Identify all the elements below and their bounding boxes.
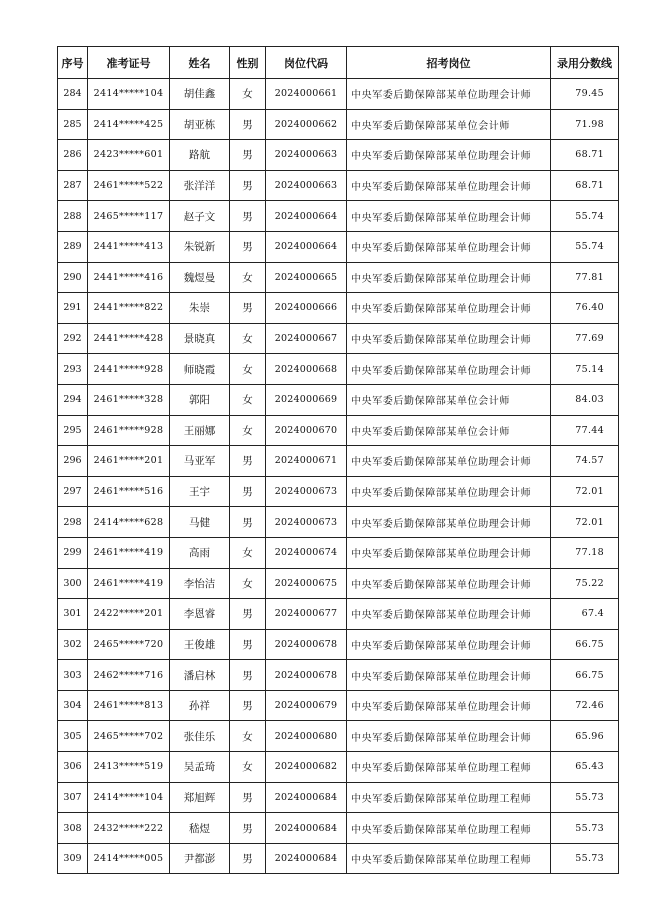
seq-cell: 289 xyxy=(58,231,88,262)
table-row xyxy=(58,231,619,262)
position-title-cell: 中央军委后勤保障部某单位助理工程师 xyxy=(347,843,551,874)
header-code: 岗位代码 xyxy=(266,47,347,79)
position-title-cell: 中央军委后勤保障部某单位助理会计师 xyxy=(347,507,551,538)
gender-cell: 男 xyxy=(230,629,266,660)
position-title-cell: 中央军委后勤保障部某单位助理会计师 xyxy=(347,231,551,262)
seq-cell: 294 xyxy=(58,384,88,415)
score-cell: 55.74 xyxy=(551,231,619,262)
seq-cell: 299 xyxy=(58,537,88,568)
seq-cell: 306 xyxy=(58,752,88,783)
name-cell: 马健 xyxy=(170,507,230,538)
ticket-number-cell: 2461*****328 xyxy=(88,384,170,415)
table-row xyxy=(58,384,619,415)
score-cell: 72.46 xyxy=(551,690,619,721)
name-cell: 尹都澎 xyxy=(170,843,230,874)
position-title-cell: 中央军委后勤保障部某单位助理会计师 xyxy=(347,79,551,110)
score-cell: 79.45 xyxy=(551,79,619,110)
position-code-cell: 2024000684 xyxy=(266,782,347,813)
ticket-number-cell: 2414*****104 xyxy=(88,79,170,110)
name-cell: 李恩睿 xyxy=(170,599,230,630)
header-row xyxy=(58,47,619,79)
header-ticket: 准考证号 xyxy=(88,47,170,79)
ticket-number-cell: 2461*****928 xyxy=(88,415,170,446)
table-row xyxy=(58,813,619,844)
table-row xyxy=(58,476,619,507)
gender-cell: 男 xyxy=(230,446,266,477)
position-title-cell: 中央军委后勤保障部某单位助理会计师 xyxy=(347,660,551,691)
seq-cell: 296 xyxy=(58,446,88,477)
score-cell: 68.71 xyxy=(551,140,619,171)
score-cell: 77.44 xyxy=(551,415,619,446)
ticket-number-cell: 2423*****601 xyxy=(88,140,170,171)
name-cell: 师晓霞 xyxy=(170,354,230,385)
table-row xyxy=(58,629,619,660)
position-code-cell: 2024000664 xyxy=(266,231,347,262)
name-cell: 孙祥 xyxy=(170,690,230,721)
score-cell: 77.69 xyxy=(551,323,619,354)
score-cell: 55.73 xyxy=(551,813,619,844)
position-code-cell: 2024000673 xyxy=(266,476,347,507)
position-title-cell: 中央军委后勤保障部某单位会计师 xyxy=(347,384,551,415)
position-code-cell: 2024000671 xyxy=(266,446,347,477)
score-cell: 55.73 xyxy=(551,782,619,813)
position-title-cell: 中央军委后勤保障部某单位助理会计师 xyxy=(347,446,551,477)
name-cell: 景晓真 xyxy=(170,323,230,354)
ticket-number-cell: 2465*****117 xyxy=(88,201,170,232)
name-cell: 王俊雄 xyxy=(170,629,230,660)
score-cell: 71.98 xyxy=(551,109,619,140)
header-seq: 序号 xyxy=(58,47,88,79)
gender-cell: 女 xyxy=(230,721,266,752)
position-code-cell: 2024000684 xyxy=(266,813,347,844)
position-title-cell: 中央军委后勤保障部某单位会计师 xyxy=(347,109,551,140)
table-body xyxy=(58,79,619,874)
seq-cell: 286 xyxy=(58,140,88,171)
name-cell: 魏煜曼 xyxy=(170,262,230,293)
gender-cell: 男 xyxy=(230,843,266,874)
score-cell: 75.14 xyxy=(551,354,619,385)
position-title-cell: 中央军委后勤保障部某单位会计师 xyxy=(347,415,551,446)
position-code-cell: 2024000670 xyxy=(266,415,347,446)
seq-cell: 303 xyxy=(58,660,88,691)
table-row xyxy=(58,354,619,385)
gender-cell: 女 xyxy=(230,568,266,599)
name-cell: 王宇 xyxy=(170,476,230,507)
ticket-number-cell: 2441*****413 xyxy=(88,231,170,262)
name-cell: 郑旭辉 xyxy=(170,782,230,813)
gender-cell: 男 xyxy=(230,813,266,844)
gender-cell: 女 xyxy=(230,354,266,385)
position-code-cell: 2024000667 xyxy=(266,323,347,354)
table-row xyxy=(58,537,619,568)
table-row xyxy=(58,415,619,446)
position-title-cell: 中央军委后勤保障部某单位助理会计师 xyxy=(347,323,551,354)
position-title-cell: 中央军委后勤保障部某单位助理会计师 xyxy=(347,629,551,660)
seq-cell: 285 xyxy=(58,109,88,140)
seq-cell: 304 xyxy=(58,690,88,721)
gender-cell: 男 xyxy=(230,293,266,324)
name-cell: 马亚军 xyxy=(170,446,230,477)
position-title-cell: 中央军委后勤保障部某单位助理会计师 xyxy=(347,140,551,171)
score-cell: 65.96 xyxy=(551,721,619,752)
name-cell: 嵇煜 xyxy=(170,813,230,844)
table-row xyxy=(58,843,619,874)
admission-table xyxy=(57,46,619,874)
ticket-number-cell: 2441*****822 xyxy=(88,293,170,324)
position-code-cell: 2024000669 xyxy=(266,384,347,415)
score-cell: 75.22 xyxy=(551,568,619,599)
table-row xyxy=(58,660,619,691)
ticket-number-cell: 2414*****425 xyxy=(88,109,170,140)
position-title-cell: 中央军委后勤保障部某单位助理会计师 xyxy=(347,476,551,507)
seq-cell: 287 xyxy=(58,170,88,201)
table-row xyxy=(58,201,619,232)
gender-cell: 男 xyxy=(230,140,266,171)
ticket-number-cell: 2461*****516 xyxy=(88,476,170,507)
gender-cell: 男 xyxy=(230,690,266,721)
ticket-number-cell: 2465*****720 xyxy=(88,629,170,660)
ticket-number-cell: 2413*****519 xyxy=(88,752,170,783)
table-row xyxy=(58,170,619,201)
name-cell: 路航 xyxy=(170,140,230,171)
header-gender: 性别 xyxy=(230,47,266,79)
name-cell: 吴孟琦 xyxy=(170,752,230,783)
gender-cell: 女 xyxy=(230,262,266,293)
name-cell: 高雨 xyxy=(170,537,230,568)
position-code-cell: 2024000675 xyxy=(266,568,347,599)
score-cell: 55.73 xyxy=(551,843,619,874)
gender-cell: 女 xyxy=(230,384,266,415)
position-code-cell: 2024000665 xyxy=(266,262,347,293)
table-row xyxy=(58,721,619,752)
score-cell: 55.74 xyxy=(551,201,619,232)
ticket-number-cell: 2414*****628 xyxy=(88,507,170,538)
name-cell: 王丽娜 xyxy=(170,415,230,446)
position-code-cell: 2024000663 xyxy=(266,140,347,171)
table-row xyxy=(58,599,619,630)
table-row xyxy=(58,79,619,110)
position-code-cell: 2024000668 xyxy=(266,354,347,385)
name-cell: 胡亚栋 xyxy=(170,109,230,140)
seq-cell: 301 xyxy=(58,599,88,630)
ticket-number-cell: 2461*****522 xyxy=(88,170,170,201)
gender-cell: 男 xyxy=(230,109,266,140)
seq-cell: 293 xyxy=(58,354,88,385)
seq-cell: 309 xyxy=(58,843,88,874)
seq-cell: 308 xyxy=(58,813,88,844)
name-cell: 赵子文 xyxy=(170,201,230,232)
seq-cell: 291 xyxy=(58,293,88,324)
score-cell: 66.75 xyxy=(551,660,619,691)
gender-cell: 女 xyxy=(230,323,266,354)
seq-cell: 288 xyxy=(58,201,88,232)
table-row xyxy=(58,568,619,599)
position-code-cell: 2024000677 xyxy=(266,599,347,630)
seq-cell: 307 xyxy=(58,782,88,813)
position-code-cell: 2024000678 xyxy=(266,660,347,691)
position-title-cell: 中央军委后勤保障部某单位助理会计师 xyxy=(347,293,551,324)
table-row xyxy=(58,507,619,538)
ticket-number-cell: 2414*****005 xyxy=(88,843,170,874)
position-code-cell: 2024000662 xyxy=(266,109,347,140)
position-code-cell: 2024000666 xyxy=(266,293,347,324)
position-title-cell: 中央军委后勤保障部某单位助理工程师 xyxy=(347,782,551,813)
ticket-number-cell: 2414*****104 xyxy=(88,782,170,813)
position-code-cell: 2024000661 xyxy=(266,79,347,110)
gender-cell: 女 xyxy=(230,415,266,446)
position-title-cell: 中央军委后勤保障部某单位助理会计师 xyxy=(347,599,551,630)
seq-cell: 284 xyxy=(58,79,88,110)
ticket-number-cell: 2465*****702 xyxy=(88,721,170,752)
score-cell: 72.01 xyxy=(551,507,619,538)
position-title-cell: 中央军委后勤保障部某单位助理会计师 xyxy=(347,568,551,599)
name-cell: 张洋洋 xyxy=(170,170,230,201)
table-row xyxy=(58,782,619,813)
table-row xyxy=(58,293,619,324)
ticket-number-cell: 2461*****419 xyxy=(88,568,170,599)
ticket-number-cell: 2441*****928 xyxy=(88,354,170,385)
position-code-cell: 2024000664 xyxy=(266,201,347,232)
position-code-cell: 2024000663 xyxy=(266,170,347,201)
position-title-cell: 中央军委后勤保障部某单位助理会计师 xyxy=(347,262,551,293)
seq-cell: 297 xyxy=(58,476,88,507)
name-cell: 郭阳 xyxy=(170,384,230,415)
gender-cell: 男 xyxy=(230,201,266,232)
name-cell: 张佳乐 xyxy=(170,721,230,752)
gender-cell: 男 xyxy=(230,782,266,813)
table-row xyxy=(58,752,619,783)
seq-cell: 302 xyxy=(58,629,88,660)
name-cell: 李怡洁 xyxy=(170,568,230,599)
header-position: 招考岗位 xyxy=(347,47,551,79)
score-cell: 72.01 xyxy=(551,476,619,507)
name-cell: 胡佳鑫 xyxy=(170,79,230,110)
gender-cell: 男 xyxy=(230,476,266,507)
score-cell: 66.75 xyxy=(551,629,619,660)
gender-cell: 男 xyxy=(230,660,266,691)
position-title-cell: 中央军委后勤保障部某单位助理会计师 xyxy=(347,721,551,752)
position-code-cell: 2024000680 xyxy=(266,721,347,752)
position-code-cell: 2024000673 xyxy=(266,507,347,538)
table-row xyxy=(58,323,619,354)
position-title-cell: 中央军委后勤保障部某单位助理会计师 xyxy=(347,537,551,568)
seq-cell: 305 xyxy=(58,721,88,752)
position-title-cell: 中央军委后勤保障部某单位助理会计师 xyxy=(347,201,551,232)
ticket-number-cell: 2461*****201 xyxy=(88,446,170,477)
ticket-number-cell: 2461*****419 xyxy=(88,537,170,568)
position-title-cell: 中央军委后勤保障部某单位助理会计师 xyxy=(347,690,551,721)
score-cell: 77.18 xyxy=(551,537,619,568)
table-row xyxy=(58,262,619,293)
gender-cell: 男 xyxy=(230,170,266,201)
name-cell: 朱锐新 xyxy=(170,231,230,262)
seq-cell: 298 xyxy=(58,507,88,538)
position-title-cell: 中央军委后勤保障部某单位助理会计师 xyxy=(347,170,551,201)
gender-cell: 男 xyxy=(230,599,266,630)
position-code-cell: 2024000684 xyxy=(266,843,347,874)
gender-cell: 男 xyxy=(230,231,266,262)
table-row xyxy=(58,109,619,140)
score-cell: 84.03 xyxy=(551,384,619,415)
results-sheet xyxy=(57,46,618,874)
score-cell: 76.40 xyxy=(551,293,619,324)
seq-cell: 292 xyxy=(58,323,88,354)
ticket-number-cell: 2422*****201 xyxy=(88,599,170,630)
seq-cell: 290 xyxy=(58,262,88,293)
ticket-number-cell: 2432*****222 xyxy=(88,813,170,844)
gender-cell: 女 xyxy=(230,537,266,568)
score-cell: 77.81 xyxy=(551,262,619,293)
table-row xyxy=(58,446,619,477)
seq-cell: 300 xyxy=(58,568,88,599)
seq-cell: 295 xyxy=(58,415,88,446)
name-cell: 朱崇 xyxy=(170,293,230,324)
position-code-cell: 2024000679 xyxy=(266,690,347,721)
score-cell: 67.4 xyxy=(551,599,619,630)
header-name: 姓名 xyxy=(170,47,230,79)
gender-cell: 男 xyxy=(230,507,266,538)
position-code-cell: 2024000674 xyxy=(266,537,347,568)
position-title-cell: 中央军委后勤保障部某单位助理工程师 xyxy=(347,752,551,783)
position-code-cell: 2024000682 xyxy=(266,752,347,783)
ticket-number-cell: 2441*****428 xyxy=(88,323,170,354)
score-cell: 74.57 xyxy=(551,446,619,477)
position-code-cell: 2024000678 xyxy=(266,629,347,660)
position-title-cell: 中央军委后勤保障部某单位助理会计师 xyxy=(347,354,551,385)
gender-cell: 女 xyxy=(230,79,266,110)
ticket-number-cell: 2461*****813 xyxy=(88,690,170,721)
score-cell: 65.43 xyxy=(551,752,619,783)
name-cell: 潘启林 xyxy=(170,660,230,691)
score-cell: 68.71 xyxy=(551,170,619,201)
gender-cell: 女 xyxy=(230,752,266,783)
ticket-number-cell: 2462*****716 xyxy=(88,660,170,691)
header-score: 录用分数线 xyxy=(551,47,619,79)
table-row xyxy=(58,690,619,721)
position-title-cell: 中央军委后勤保障部某单位助理工程师 xyxy=(347,813,551,844)
table-row xyxy=(58,140,619,171)
ticket-number-cell: 2441*****416 xyxy=(88,262,170,293)
